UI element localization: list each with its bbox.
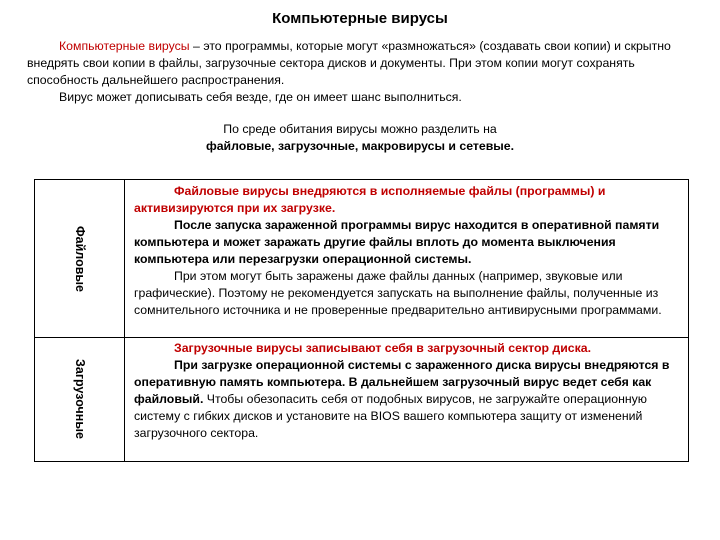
row-content-cell: [134, 183, 676, 319]
table-row: [35, 180, 688, 338]
file-virus-advice: При этом могут быть заражены даже файлы данных (например, звуковые или графические). Поэтому не рекомендуется запускать на выполнение файлы, полученные из сомнительного источника и не проверенные предварительно антивирусными программами.: [134, 269, 662, 317]
page-title: Компьютерные вирусы: [272, 10, 448, 27]
virus-types-table: [34, 179, 689, 462]
row-label-cell: [35, 337, 125, 461]
classification-types: файловые, загрузочные, макровирусы и сетевые.: [205, 139, 515, 153]
boot-virus-advice: Чтобы обезопасить себя от подобных вирусов, не загружайте операционную систему с гибких дисков и установите на BIOS вашего компьютера защиту от изменений загрузочного сектора.: [134, 392, 648, 440]
intro-term: Компьютерные вирусы: [59, 39, 190, 53]
boot-virus-lead: Загрузочные вирусы записывают себя в загрузочный сектор диска.: [174, 341, 592, 355]
classification-intro: По среде обитания вирусы можно разделить на: [223, 122, 497, 136]
row-label-boot: Загрузочные: [72, 359, 87, 439]
boot-virus-bold-text: При загрузке операционной системы с зараженного диска вирусы внедряются в оперативную память компьютера. В дальнейшем загрузочный вирус ведет себя как файловый.: [134, 358, 670, 406]
table-row: [35, 337, 688, 461]
file-virus-lead: Файловые вирусы внедряются в исполняемые файлы (программы) и активизируются при их загрузке.: [134, 184, 606, 215]
row-content-cell: [134, 340, 676, 442]
row-label-cell: [35, 180, 125, 337]
intro-section: [27, 38, 697, 106]
intro-paragraph-1: [27, 38, 697, 89]
file-virus-detail: После запуска зараженной программы вирус находится в оперативной памяти компьютера и может заражать другие файлы вплоть до момента выключения компьютера или перезагрузки операционной системы.: [134, 218, 660, 266]
intro-definition: – это программы, которые могут «размножаться» (создавать свои копии) и скрытно внедрять свои копии в файлы, загрузочные сектора дисков и документы. При этом копии могут сохранять способность дальнейшего распространения.: [27, 39, 671, 87]
row-label-file: Файловые: [72, 225, 87, 292]
intro-paragraph-2: Вирус может дописывать себя везде, где он имеет шанс выполниться.: [59, 90, 462, 104]
boot-virus-detail: [134, 357, 676, 442]
